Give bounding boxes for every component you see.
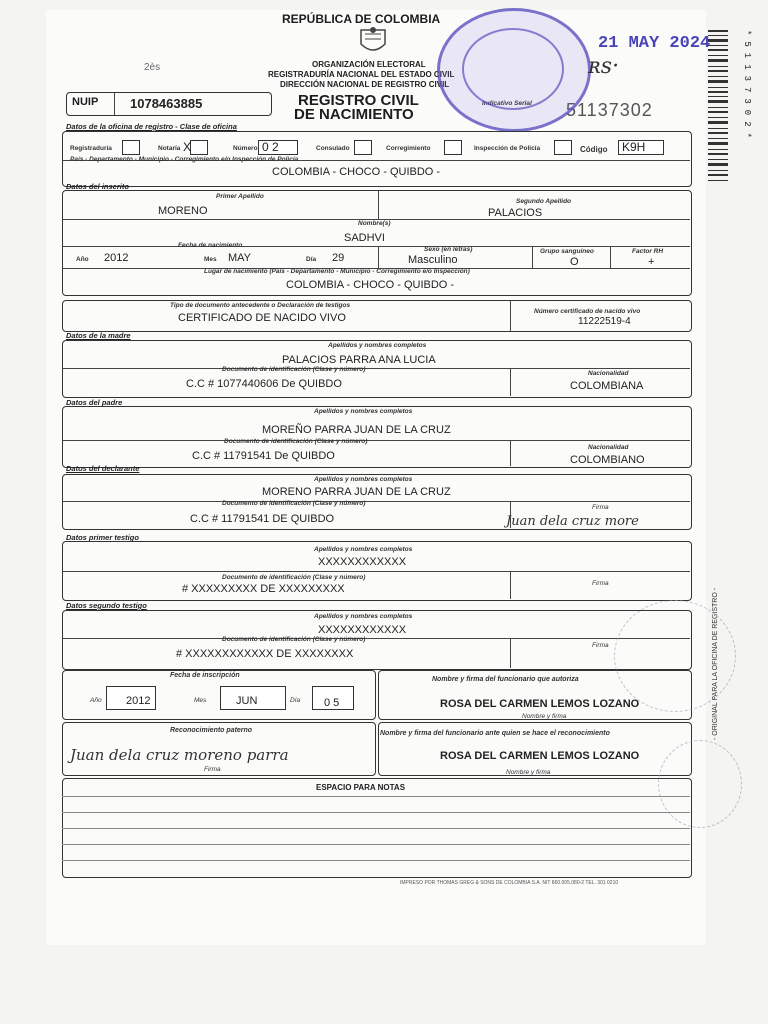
reconocimiento-nombre-firma-label: Nombre y firma: [506, 769, 551, 776]
inspeccion-checkbox[interactable]: [554, 140, 572, 155]
barcode-graphic: [706, 30, 734, 190]
madre-doc-label: Documento de identificación (Clase y número): [222, 366, 366, 373]
org-line-2: REGISTRADURÍA NACIONAL DEL ESTADO CIVIL: [268, 70, 455, 79]
nombres-label: Nombre(s): [358, 220, 391, 227]
madre-nacionalidad-label: Nacionalidad: [588, 370, 629, 377]
registraduria-checkbox[interactable]: [122, 140, 140, 155]
codigo-label: Código: [580, 145, 608, 154]
notaria-checkbox[interactable]: [190, 140, 208, 155]
org-line-1: ORGANIZACIÓN ELECTORAL: [312, 60, 426, 69]
testigo2-nombre-value: XXXXXXXXXXXX: [318, 624, 407, 636]
inscripcion-mes-label: Mes: [194, 697, 207, 704]
certificado-numero-value: 11222519-4: [578, 316, 631, 327]
corner-mark: 2ès: [144, 62, 161, 73]
grupo-sanguineo-label: Grupo sanguíneo: [540, 248, 594, 255]
testigo2-firma-label: Firma: [592, 642, 609, 649]
notaria-label: Notaría: [158, 145, 181, 152]
segundo-apellido-label: Segundo Apellido: [516, 198, 572, 205]
sexo-value: Masculino: [408, 254, 458, 266]
lugar-nacimiento-value: COLOMBIA - CHOCO - QUIBDO -: [286, 279, 455, 291]
testigo2-doc-value: # XXXXXXXXXXXX DE XXXXXXXX: [176, 648, 354, 660]
declarante-firma-label: Firma: [592, 504, 609, 511]
madre-section-title: Datos de la madre: [66, 331, 131, 340]
padre-doc-label: Documento de identificación (Clase y número): [224, 438, 368, 445]
serial-number: 51137302: [566, 100, 653, 120]
inscripcion-mes-value: JUN: [236, 695, 258, 707]
doc-title-line-1: REGISTRO CIVIL: [298, 92, 419, 109]
side-barcode-text: *51137302*: [742, 30, 752, 145]
testigo2-doc-label: Documento de identificación (Clase y número): [222, 636, 366, 643]
factor-rh-value: +: [648, 256, 655, 268]
certificado-numero-label: Número certificado de nacido vivo: [534, 308, 641, 315]
stamp-signature: ʀs·: [588, 54, 620, 79]
corregimiento-label: Corregimiento: [386, 145, 431, 152]
inscripcion-dia-value: 0 5: [324, 697, 340, 709]
funcionario-autoriza-label: Nombre y firma del funcionario que autoriza: [432, 676, 579, 683]
testigo1-doc-label: Documento de identificación (Clase y número): [222, 574, 366, 581]
nombres-value: SADHVI: [344, 232, 385, 244]
padre-doc-value: C.C # 11791541 De QUIBDO: [192, 450, 335, 462]
anio-value: 2012: [104, 252, 129, 264]
indicativo-label: Indicativo Serial: [482, 100, 532, 107]
inscripcion-anio-label: Año: [90, 697, 102, 704]
testigo1-nombre-value: XXXXXXXXXXXX: [318, 556, 407, 568]
stamp-date: 21 MAY 2024: [598, 34, 711, 53]
declarante-doc-label: Documento de identificación (Clase y número): [222, 500, 366, 507]
tipo-documento-label: Tipo de documento antecedente o Declaración de testigos: [170, 302, 351, 309]
madre-nombre-label: Apellidos y nombres completos: [328, 342, 427, 349]
reconocimiento-label: Reconocimiento paterno: [170, 727, 253, 734]
doc-title-line-2: DE NACIMIENTO: [294, 106, 414, 123]
declarante-signature: Juan dela cruz more: [506, 514, 639, 529]
coat-of-arms-icon: [355, 26, 391, 63]
printer-footer: IMPRESO POR THOMAS GREG & SONS DE COLOMBIA S.A. NIT 860.005.080-2 TEL. 301 0210: [400, 880, 619, 886]
padre-nacionalidad-value: COLOMBIANO: [570, 454, 645, 466]
mes-value: MAY: [228, 252, 252, 264]
dia-label: Día: [306, 256, 317, 263]
inscripcion-anio-value: 2012: [126, 695, 151, 707]
registraduria-label: Registraduría: [70, 145, 112, 152]
side-barcode: [706, 30, 734, 190]
reconocimiento-funcionario-value: ROSA DEL CARMEN LEMOS LOZANO: [440, 750, 640, 762]
fecha-inscripcion-label: Fecha de inscripción: [170, 672, 240, 679]
side-vertical-text: - ORIGINAL PARA LA OFICINA DE REGISTRO -: [712, 587, 719, 740]
anio-label: Año: [76, 256, 89, 263]
factor-rh-label: Factor RH: [632, 248, 664, 255]
declarante-nombre-label: Apellidos y nombres completos: [314, 476, 413, 483]
org-line-3: DIRECCIÓN NACIONAL DE REGISTRO CIVIL: [280, 80, 450, 89]
corregimiento-checkbox[interactable]: [444, 140, 462, 155]
madre-nombre-value: PALACIOS PARRA ANA LUCIA: [282, 354, 436, 366]
nuip-value: 1078463885: [130, 96, 203, 111]
madre-doc-value: C.C # 1077440606 De QUIBDO: [186, 378, 342, 390]
office-section-title: Datos de la oficina de registro - Clase de oficina: [66, 122, 237, 131]
fecha-nacimiento-label: Fecha de nacimiento: [178, 242, 243, 249]
registry-seal-inner: [462, 28, 564, 110]
testigo1-doc-value: # XXXXXXXXX DE XXXXXXXXX: [182, 583, 345, 595]
nuip-label: NUIP: [72, 96, 99, 108]
consulado-label: Consulado: [316, 145, 350, 152]
numero-label: Número: [233, 145, 258, 152]
declarante-section-title: Datos del declarante: [66, 464, 140, 473]
consulado-checkbox[interactable]: [354, 140, 372, 155]
inscripcion-dia-label: Día: [290, 697, 301, 704]
codigo-value: K9H: [622, 140, 646, 154]
numero-value: 0 2: [262, 140, 279, 154]
country-heading: REPÚBLICA DE COLOMBIA: [282, 12, 441, 26]
notas-title: ESPACIO PARA NOTAS: [316, 783, 406, 792]
padre-nacionalidad-label: Nacionalidad: [588, 444, 629, 451]
sexo-label: Sexo (en letras): [424, 246, 473, 253]
testigo2-nombre-label: Apellidos y nombres completos: [314, 613, 413, 620]
testigo1-section-title: Datos primer testigo: [66, 533, 139, 542]
padre-section-title: Datos del padre: [66, 398, 123, 407]
testigo2-section-title: Datos segundo testigo: [66, 601, 147, 610]
padre-nombre-value: MOREÑO PARRA JUAN DE LA CRUZ: [262, 424, 451, 436]
reconocimiento-signature: Juan dela cruz moreno parra: [70, 746, 289, 764]
padre-nombre-label: Apellidos y nombres completos: [314, 408, 413, 415]
primer-apellido-value: MORENO: [158, 205, 208, 217]
testigo1-nombre-label: Apellidos y nombres completos: [314, 546, 413, 553]
segundo-apellido-value: PALACIOS: [488, 207, 543, 219]
dia-value: 29: [332, 252, 345, 264]
office-location-label: País - Departamento - Municipio - Corregimiento e/o Inspección de Policía: [70, 156, 299, 163]
grupo-sanguineo-value: O: [570, 256, 579, 268]
notaria-mark: X: [183, 140, 192, 154]
madre-nacionalidad-value: COLOMBIANA: [570, 380, 644, 392]
lugar-nacimiento-label: Lugar de nacimiento (País - Departamento - Municipio - Corregimiento e/o Inspección): [204, 268, 470, 275]
tipo-documento-value: CERTIFICADO DE NACIDO VIVO: [178, 312, 346, 324]
funcionario-autoriza-value: ROSA DEL CARMEN LEMOS LOZANO: [440, 698, 640, 710]
reconocimiento-funcionario-label: Nombre y firma del funcionario ante quien se hace el reconocimiento: [380, 730, 610, 737]
inscrito-section-title: Datos del inscrito: [66, 182, 129, 191]
funcionario-nombre-firma-label: Nombre y firma: [522, 713, 567, 720]
mes-label: Mes: [204, 256, 217, 263]
declarante-doc-value: C.C # 11791541 DE QUIBDO: [190, 513, 335, 525]
inspeccion-label: Inspección de Policía: [474, 145, 541, 152]
testigo1-firma-label: Firma: [592, 580, 609, 587]
reconocimiento-firma-label: Firma: [204, 766, 221, 773]
primer-apellido-label: Primer Apellido: [216, 193, 264, 200]
declarante-nombre-value: MORENO PARRA JUAN DE LA CRUZ: [262, 486, 451, 498]
faded-stamp-1: [614, 600, 736, 712]
office-location-value: COLOMBIA - CHOCO - QUIBDO -: [272, 166, 441, 178]
